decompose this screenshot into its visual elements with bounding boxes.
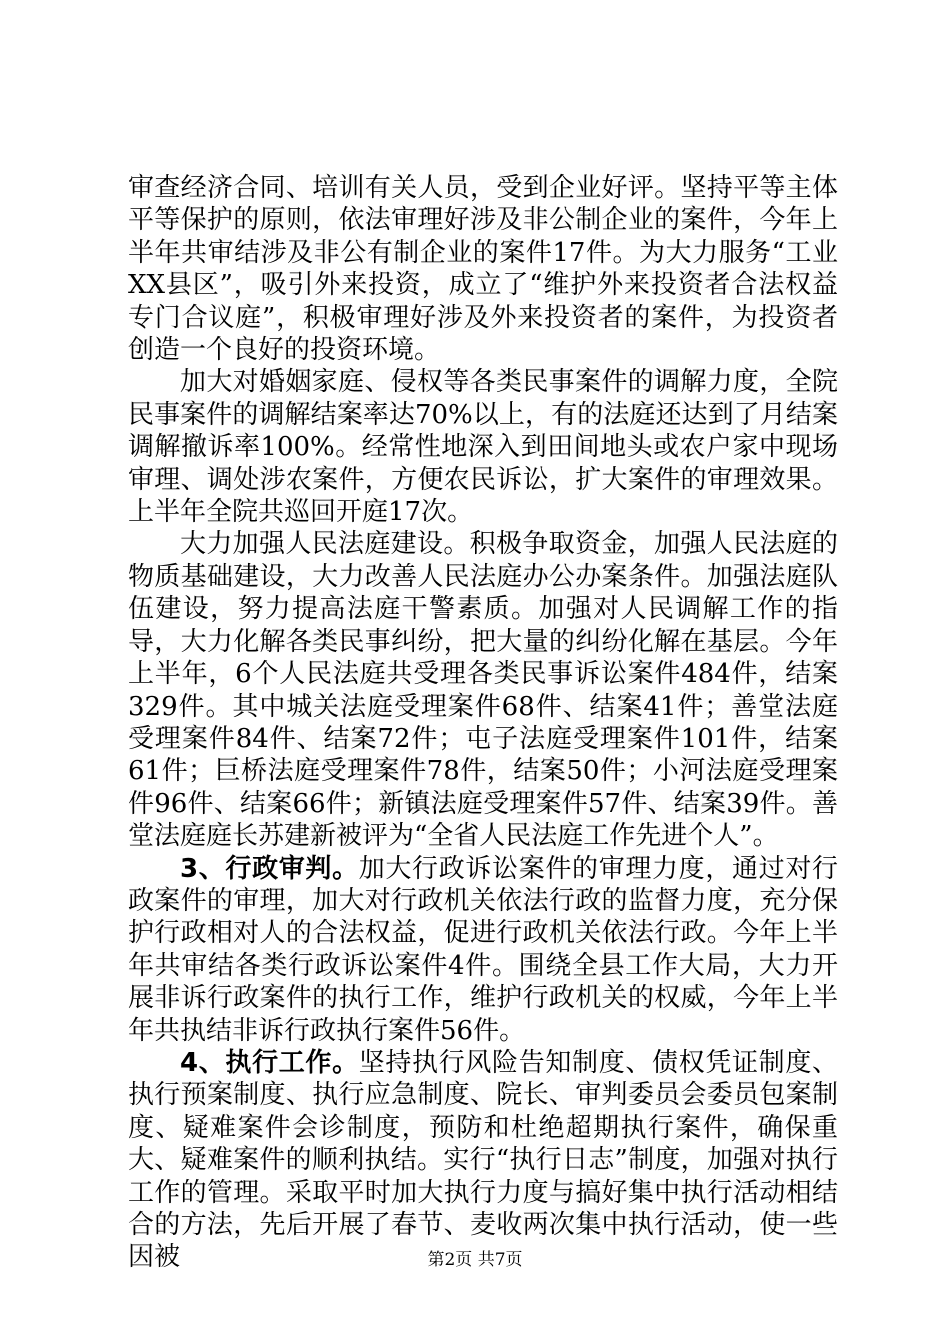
paragraph-4-text: 加大行政诉讼案件的审理力度，通过对行政案件的审理，加大对行政机关依法行政的监督力度，充分保护行政相对人的合法权益，促进行政机关依法行政。今年上半年共审结各类行政诉讼案件4件。围绕全县工作大局，大力开展非诉行政案件的执行工作，维护行政机关的权威，今年上半年共执结非诉行政执行案件56件。 [128,853,838,1046]
page-number-label: 第2页 共7页 [427,1250,523,1270]
paragraph-2 [128,366,838,528]
paragraph-1-text: 审查经济合同、培训有关人员，受到企业好评。坚持平等主体平等保护的原则，依法审理好涉及非公制企业的案件，今年上半年共审结涉及非公有制企业的案件17件。为大力服务“工业XX县区”，吸引外来投资，成立了“维护外来投资者合法权益专门合议庭”，积极审理好涉及外来投资者的案件，为投资者创造一个良好的投资环境。 [128,173,838,366]
paragraph-2-text: 加大对婚姻家庭、侵权等各类民事案件的调解力度，全院民事案件的调解结案率达70%以上，有的法庭还达到了月结案调解撤诉率100%。经常性地深入到田间地头或农户家中现场审理、调处涉农案件，方便农民诉讼，扩大案件的审理效果。上半年全院共巡回开庭17次。 [128,367,838,528]
paragraph-5 [128,1047,838,1274]
paragraph-3 [128,528,838,852]
section-heading-enforcement-work: 4、执行工作。 [180,1047,359,1078]
paragraph-3-text: 大力加强人民法庭建设。积极争取资金，加强人民法庭的物质基础建设，大力改善人民法庭办公办案条件。加强法庭队伍建设，努力提高法庭干警素质。加强对人民调解工作的指导，大力化解各类民事纠纷，把大量的纠纷化解在基层。今年上半年，6个人民法庭共受理各类民事诉讼案件484件，结案329件。其中城关法庭受理案件68件、结案41件；善堂法庭受理案件84件、结案72件；屯子法庭受理案件101件，结案61件；巨桥法庭受理案件78件，结案50件；小河法庭受理案件96件、结案66件；新镇法庭受理案件57件、结案39件。善堂法庭庭长苏建新被评为“全省人民法庭工作先进个人”。 [128,529,838,852]
paragraph-5-text: 坚持执行风险告知制度、债权凭证制度、执行预案制度、执行应急制度、院长、审判委员会委员包案制度、疑难案件会诊制度，预防和杜绝超期执行案件，确保重大、疑难案件的顺利执结。实行“执行日志”制度，加强对执行工作的管理。采取平时加大执行力度与搞好集中执行活动相结合的方法，先后开展了春节、麦收两次集中执行活动，使一些因被 [128,1047,838,1273]
section-heading-administrative-trial: 3、行政审判。 [180,853,359,884]
document-body [128,172,838,1274]
page-footer [0,1245,950,1270]
paragraph-4 [128,853,838,1047]
paragraph-1 [128,172,838,366]
